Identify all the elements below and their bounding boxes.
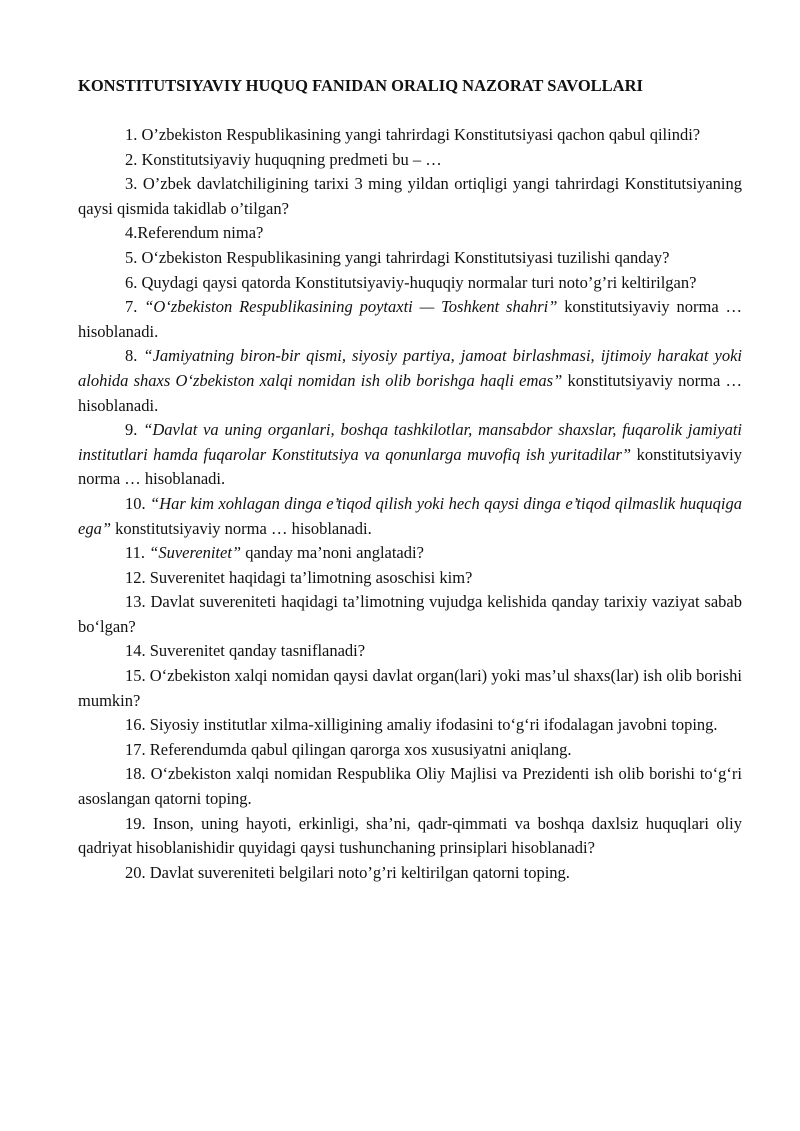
question-item: 7. “O‘zbekiston Respublikasining poytaxti — Toshkent shahri” konstitutsiyaviy norma … hisoblanadi.: [78, 297, 743, 341]
question-item: 1. O’zbekiston Respublikasining yangi tahrirdagi Konstitutsiyasi qachon qabul qilindi?: [125, 125, 701, 144]
question-item: 13. Davlat suvereniteti haqidagi ta’limotning vujudga kelishida qanday tarixiy vaziyat sabab bo‘lgan?: [78, 592, 742, 636]
question-list: [78, 123, 742, 885]
question-item: 15. O‘zbekiston xalqi nomidan qaysi davlat organ(lari) yoki mas’ul shaxs(lar) ish olib borishi mumkin?: [78, 666, 742, 710]
document-page: [78, 74, 742, 885]
question-item: 12. Suverenitet haqidagi ta’limotning asoschisi kim?: [125, 567, 473, 587]
question-item: 4.Referendum nima?: [125, 223, 264, 243]
question-item: 9. “Davlat va uning organlari, boshqa tashkilotlar, mansabdor shaxslar, fuqarolik jamiyati institutlari hamda fuqarolar Konstitutsiya va qonunlarga muvofiq ish yuritadilar” konstitutsiyaviy norma … hisoblanadi.: [78, 420, 742, 489]
question-item: 5. O‘zbekiston Respublikasining yangi tahrirdagi Konstitutsiyasi tuzilishi qanday?: [125, 247, 670, 267]
question-item: 20. Davlat suvereniteti belgilari noto’g’ri keltirilgan qatorni toping.: [125, 862, 570, 882]
document-title: KONSTITUTSIYAVIY HUQUQ FANIDAN ORALIQ NAZORAT SAVOLLARI: [78, 76, 643, 95]
question-item: 6. Quydagi qaysi qatorda Konstitutsiyaviy-huquqiy normalar turi noto’g’ri keltirilgan?: [125, 272, 697, 292]
question-item: 2. Konstitutsiyaviy huquqning predmeti bu – …: [125, 149, 442, 169]
question-item: 19. Inson, uning hayoti, erkinligi, sha’ni, qadr-qimmati va boshqa daxlsiz huquqlari oliy qadriyat hisoblanishidir quyidagi qaysi tushunchaning prinsiplari hisoblanadi?: [78, 813, 742, 858]
question-item: 3. O’zbek davlatchiligining tarixi 3 ming yildan ortiqligi yangi tahrirdagi Konstitutsiyaning qaysi qismida takidlab o’tilgan?: [78, 174, 742, 218]
question-item: 11. “Suverenitet” qanday ma’noni anglatadi?: [125, 543, 424, 563]
question-item: 16. Siyosiy institutlar xilma-xilligining amaliy ifodasini to‘g‘ri ifodalagan javobni toping.: [125, 715, 718, 735]
question-item: 17. Referendumda qabul qilingan qarorga xos xususiyatni aniqlang.: [125, 739, 572, 759]
question-item: 14. Suverenitet qanday tasniflanadi?: [125, 641, 366, 661]
question-item: 18. O‘zbekiston xalqi nomidan Respublika Oliy Majlisi va Prezidenti ish olib borishi to‘g‘ri asoslangan qatorni toping.: [78, 764, 742, 809]
question-item: 8. “Jamiyatning biron-bir qismi, siyosiy partiya, jamoat birlashmasi, ijtimoiy harakat yoki alohida shaxs O‘zbekiston xalqi nomidan ish olib borishga haqli emas” konstitutsiyaviy norma … hisoblanadi.: [78, 346, 743, 415]
question-item: 10. “Har kim xohlagan dinga e’tiqod qilish yoki hech qaysi dinga e’tiqod qilmaslik huquqiga ega” konstitutsiyaviy norma … hisoblanadi.: [78, 493, 742, 538]
